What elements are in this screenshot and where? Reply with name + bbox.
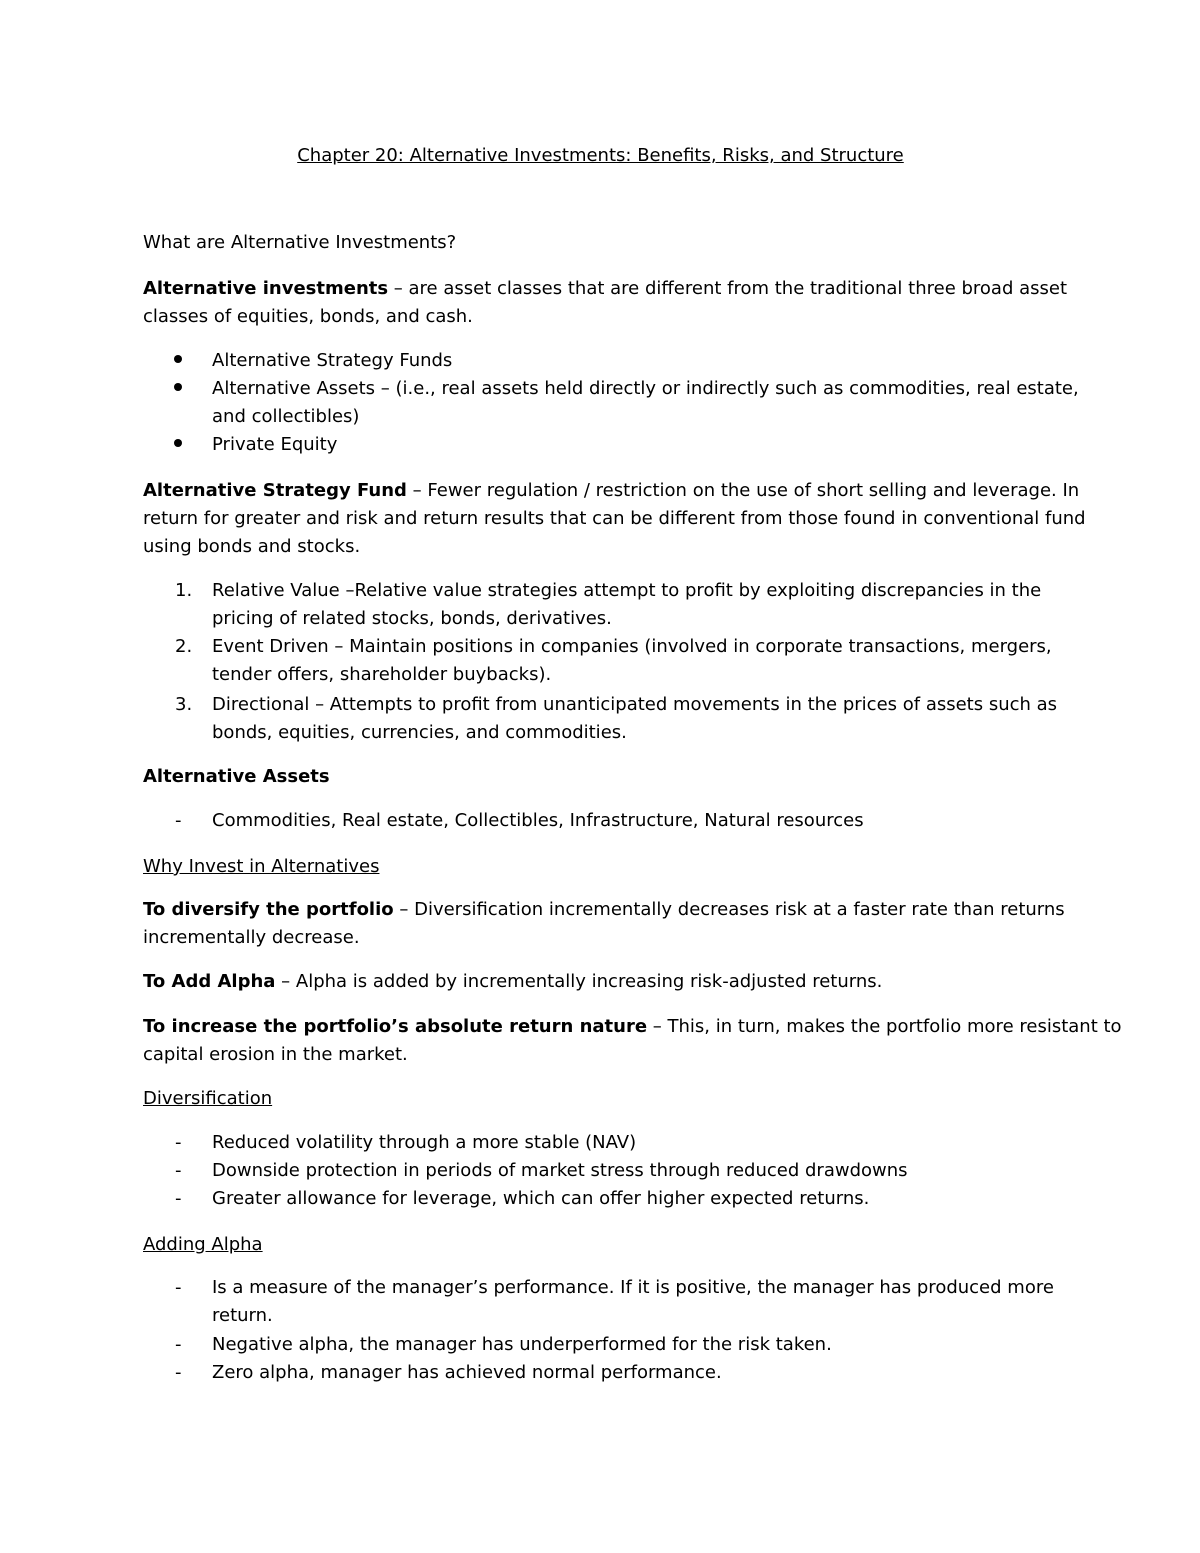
list-number: 3.	[175, 694, 193, 715]
strategy-item: Relative Value –Relative value strategies attempt to profit by exploiting discrepancies in the	[212, 580, 1042, 601]
adding-alpha-item: Is a measure of the manager’s performance. If it is positive, the manager has produced more	[212, 1277, 1054, 1298]
dash-marker: -	[175, 1188, 182, 1209]
list-number: 2.	[175, 636, 193, 657]
strategy-item: Event Driven – Maintain positions in companies (involved in corporate transactions, mergers,	[212, 636, 1052, 657]
chapter-title: Chapter 20: Alternative Investments: Benefits, Risks, and Structure	[297, 145, 904, 166]
adding-alpha-item: Negative alpha, the manager has underperformed for the risk taken.	[212, 1334, 832, 1355]
asf-term: Alternative Strategy Fund	[143, 480, 407, 501]
strategy-item-cont: bonds, equities, currencies, and commodities.	[212, 722, 627, 743]
absolute-return-line1: To increase the portfolio’s absolute return nature – This, in turn, makes the portfolio more resistant to	[143, 1016, 1122, 1037]
why-heading: Why Invest in Alternatives	[143, 856, 380, 877]
category-item: Alternative Assets – (i.e., real assets held directly or indirectly such as commodities, real estate,	[212, 378, 1079, 399]
adding-alpha-item-cont: return.	[212, 1305, 273, 1326]
add-alpha-line: To Add Alpha – Alpha is added by incrementally increasing risk-adjusted returns.	[143, 971, 883, 992]
category-item-cont: and collectibles)	[212, 406, 360, 427]
diversification-heading: Diversification	[143, 1088, 273, 1109]
dash-marker: -	[175, 1160, 182, 1181]
category-item: Alternative Strategy Funds	[212, 350, 453, 371]
adding-alpha-heading: Adding Alpha	[143, 1234, 263, 1255]
dash-marker: -	[175, 1362, 182, 1383]
alt-investments-term: Alternative investments	[143, 278, 389, 299]
dash-marker: -	[175, 1277, 182, 1298]
diversify-line1: To diversify the portfolio – Diversification incrementally decreases risk at a faster rate than returns	[143, 899, 1065, 920]
diversification-item: Downside protection in periods of market stress through reduced drawdowns	[212, 1160, 908, 1181]
strategy-item: Directional – Attempts to profit from unanticipated movements in the prices of assets such as	[212, 694, 1058, 715]
asf-paragraph-line3: using bonds and stocks.	[143, 536, 361, 557]
bullet-icon	[174, 383, 182, 391]
alt-assets-item: Commodities, Real estate, Collectibles, Infrastructure, Natural resources	[212, 810, 864, 831]
bullet-icon	[174, 355, 182, 363]
alt-investments-def-line1: Alternative investments – are asset classes that are different from the traditional three broad asset	[143, 278, 1068, 299]
diversification-item: Reduced volatility through a more stable (NAV)	[212, 1132, 637, 1153]
asf-paragraph-line1: Alternative Strategy Fund – Fewer regulation / restriction on the use of short selling and leverage. In	[143, 480, 1080, 501]
strategy-item-cont: pricing of related stocks, bonds, derivatives.	[212, 608, 612, 629]
strategy-item-cont: tender offers, shareholder buybacks).	[212, 664, 552, 685]
alt-investments-def-line2: classes of equities, bonds, and cash.	[143, 306, 473, 327]
absolute-return-line2: capital erosion in the market.	[143, 1044, 408, 1065]
dash-marker: -	[175, 810, 182, 831]
dash-marker: -	[175, 1132, 182, 1153]
diversify-line2: incrementally decrease.	[143, 927, 360, 948]
bullet-icon	[174, 439, 182, 447]
dash-marker: -	[175, 1334, 182, 1355]
asf-paragraph-line2: return for greater and risk and return results that can be different from those found in conventional fund	[143, 508, 1086, 529]
category-item: Private Equity	[212, 434, 338, 455]
list-number: 1.	[175, 580, 193, 601]
adding-alpha-item: Zero alpha, manager has achieved normal performance.	[212, 1362, 722, 1383]
alt-assets-heading: Alternative Assets	[143, 766, 330, 787]
diversification-item: Greater allowance for leverage, which can offer higher expected returns.	[212, 1188, 870, 1209]
intro-question: What are Alternative Investments?	[143, 232, 457, 253]
